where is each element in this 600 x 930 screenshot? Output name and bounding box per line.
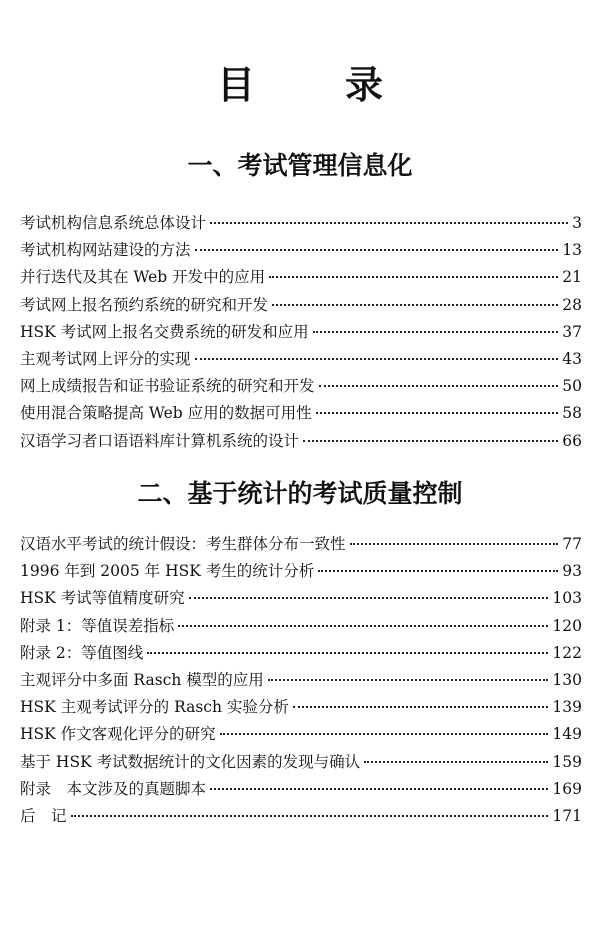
toc-entry-title: 考试网上报名预约系统的研究和开发 [20,295,269,314]
toc-entry-page: 159 [552,752,582,771]
toc-entry-page: 169 [552,779,582,798]
dot-leader [272,303,558,306]
toc-entry-page: 171 [552,806,582,825]
toc-entry-title: 考试机构网站建设的方法 [20,241,191,260]
toc-entry-title: 基于 HSK 考试数据统计的文化因素的发现与确认 [20,752,361,771]
dot-leader [350,542,559,545]
toc-entry[interactable] [20,401,582,428]
toc-entry[interactable] [20,750,582,777]
dot-leader [319,384,559,387]
toc-entry[interactable] [20,641,582,668]
toc-entry[interactable] [20,211,582,238]
dot-leader [313,330,559,333]
toc-entry-title: 并行迭代及其在 Web 开发中的应用 [20,268,266,287]
toc-entry-title: 后 记 [20,806,67,825]
dot-leader [147,651,548,654]
toc-entry-page: 37 [562,322,582,341]
toc-entry-title: 附录 1：等值误差指标 [20,616,175,635]
toc-entry-title: HSK 考试网上报名交费系统的研发和应用 [20,322,309,341]
toc-entry-page: 58 [562,404,582,423]
toc-list [20,211,582,456]
toc-entry[interactable] [20,429,582,456]
dot-leader [71,814,549,817]
toc-entry[interactable] [20,265,582,292]
toc-entry-title: 1996 年到 2005 年 HSK 考生的统计分析 [20,562,315,581]
toc-entry[interactable] [20,804,582,831]
dot-leader [210,221,568,224]
toc-entry-page: 28 [562,295,582,314]
dot-leader [178,624,548,627]
toc-entry-title: HSK 主观考试评分的 Rasch 实验分析 [20,698,289,717]
toc-entry[interactable] [20,320,582,347]
toc-entry[interactable] [20,614,582,641]
dot-leader [269,275,558,278]
dot-leader [268,678,549,681]
toc-entry-page: 149 [552,725,582,744]
toc-entry-title: 使用混合策略提高 Web 应用的数据可用性 [20,404,312,423]
toc-entry-page: 77 [562,535,582,553]
dot-leader [303,439,558,442]
toc-entry-page: 3 [572,214,582,232]
page-title: 目 录 [216,62,409,107]
toc-entry-title: 附录 本文涉及的真题脚本 [20,779,207,798]
toc-entry[interactable] [20,374,582,401]
toc-entry-page: 93 [562,562,582,581]
toc-entry[interactable] [20,586,582,613]
toc-entry-page: 50 [562,377,582,396]
dot-leader [220,732,549,735]
toc-entry-title: 主观评分中多面 Rasch 模型的应用 [20,670,264,689]
dot-leader [293,705,549,708]
toc-entry-page: 122 [552,643,582,662]
toc-entry-title: 汉语水平考试的统计假设：考生群体分布一致性 [20,535,346,553]
toc-entry[interactable] [20,668,582,695]
toc-entry[interactable] [20,722,582,749]
toc-entry[interactable] [20,777,582,804]
toc-entry[interactable] [20,532,582,559]
toc-entry-page: 130 [552,670,582,689]
toc-entry-title: HSK 作文客观化评分的研究 [20,725,216,744]
toc-entry-page: 139 [552,698,582,717]
toc-entry[interactable] [20,238,582,265]
toc-entry-page: 13 [562,241,582,260]
toc-entry-title: 主观考试网上评分的实现 [20,349,191,368]
toc-entry-page: 43 [562,349,582,368]
dot-leader [210,787,548,790]
toc-entry-title: 附录 2：等值图线 [20,643,144,662]
toc-entry-page: 66 [562,431,582,450]
dot-leader [195,248,559,251]
dot-leader [189,596,549,599]
dot-leader [318,569,558,572]
toc-entry[interactable] [20,695,582,722]
toc-entry-page: 103 [552,589,582,608]
toc-entry-title: HSK 考试等值精度研究 [20,589,185,608]
toc-entry-title: 汉语学习者口语语料库计算机系统的设计 [20,431,300,450]
toc-entry-page: 120 [552,616,582,635]
toc-entry[interactable] [20,559,582,586]
toc-entry-title: 网上成绩报告和证书验证系统的研究和开发 [20,377,315,396]
dot-leader [195,357,559,360]
toc-entry-page: 21 [562,268,582,287]
section-heading: 二、基于统计的考试质量控制 [137,479,463,508]
dot-leader [316,411,559,414]
dot-leader [364,760,548,763]
toc-entry-title: 考试机构信息系统总体设计 [20,214,207,232]
toc-list [20,532,582,831]
toc-entry[interactable] [20,293,582,320]
toc-entry[interactable] [20,347,582,374]
section-heading: 一、考试管理信息化 [187,151,413,180]
